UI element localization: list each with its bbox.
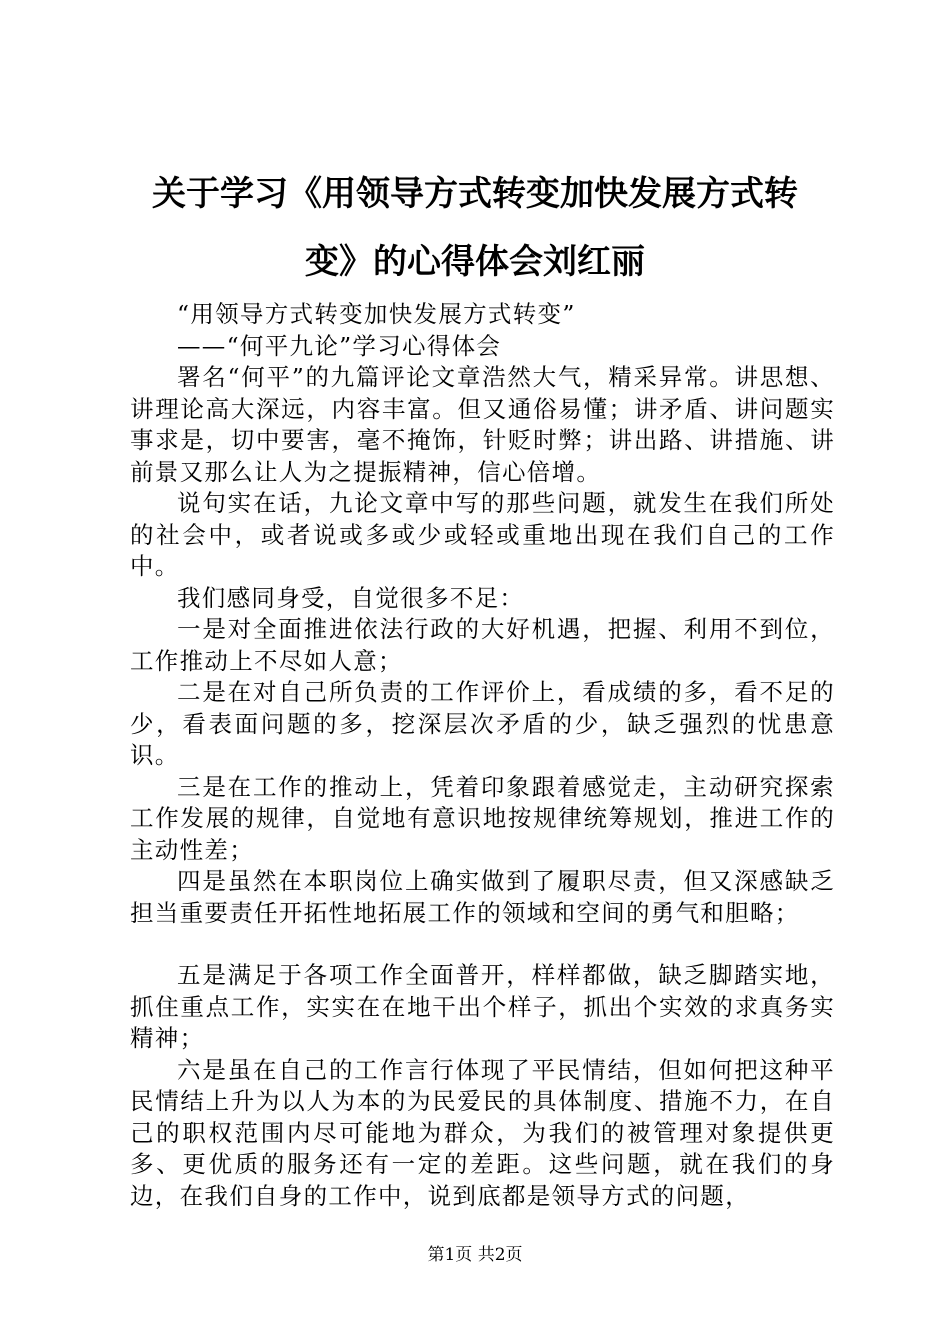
page-number-footer: 第1页 共2页 [427,1245,523,1265]
body-paragraph: 三是在工作的推动上，凭着印象跟着感觉走，主动研究探索工作发展的规律，自觉地有意识地按规律统筹规划，推进工作的主动性差； [130,772,835,864]
subtitle-line: “用领导方式转变加快发展方式转变” [177,300,576,328]
subtitle-line: ——“何平九论”学习心得体会 [177,331,502,360]
body-paragraph: 一是对全面推进依法行政的大好机遇，把握、利用不到位，工作推动上不尽如人意； [130,615,835,675]
body-paragraph: 五是满足于各项工作全面普开，样样都做，缺乏脚踏实地，抓住重点工作，实实在在地干出个样子，抓出个实效的求真务实精神； [130,961,835,1052]
body-paragraph: 六是虽在自己的工作言行体现了平民情结，但如何把这种平民情结上升为以人为本的为民爱民的具体制度、措施不力，在自己的职权范围内尽可能地为群众，为我们的被管理对象提供更多、更优质的服务还有一定的差距。这些问题，就在我们的身边，在我们自身的工作中，说到底都是领导方式的问题， [130,1055,835,1210]
body-paragraph: 我们感同身受，自觉很多不足： [177,583,525,612]
title-line-2: 变》的心得体会刘红丽 [305,242,645,282]
body-paragraph: 署名“何平”的九篇评论文章浩然大气，精采异常。讲思想、讲理论高大深远，内容丰富。但又通俗易懂；讲矛盾、讲问题实事求是，切中要害，毫不掩饰，针贬时弊；讲出路、讲措施、讲前景又那么让人为之提振精神，信心倍增。 [130,363,835,486]
body-paragraph: 说句实在话，九论文章中写的那些问题，就发生在我们所处的社会中，或者说或多或少或轻或重地出现在我们自己的工作中。 [130,489,835,580]
title-line-1: 关于学习《用领导方式转变加快发展方式转 [152,174,798,214]
document-title [100,160,850,296]
body-paragraph: 四是虽然在本职岗位上确实做到了履职尽责，但又深感缺乏担当重要责任开拓性地拓展工作的领域和空间的勇气和胆略； [130,867,835,927]
body-paragraph: 二是在对自己所负责的工作评价上，看成绩的多，看不足的少，看表面问题的多，挖深层次矛盾的少，缺乏强烈的忧患意识。 [130,678,835,769]
document-body [130,299,835,1212]
